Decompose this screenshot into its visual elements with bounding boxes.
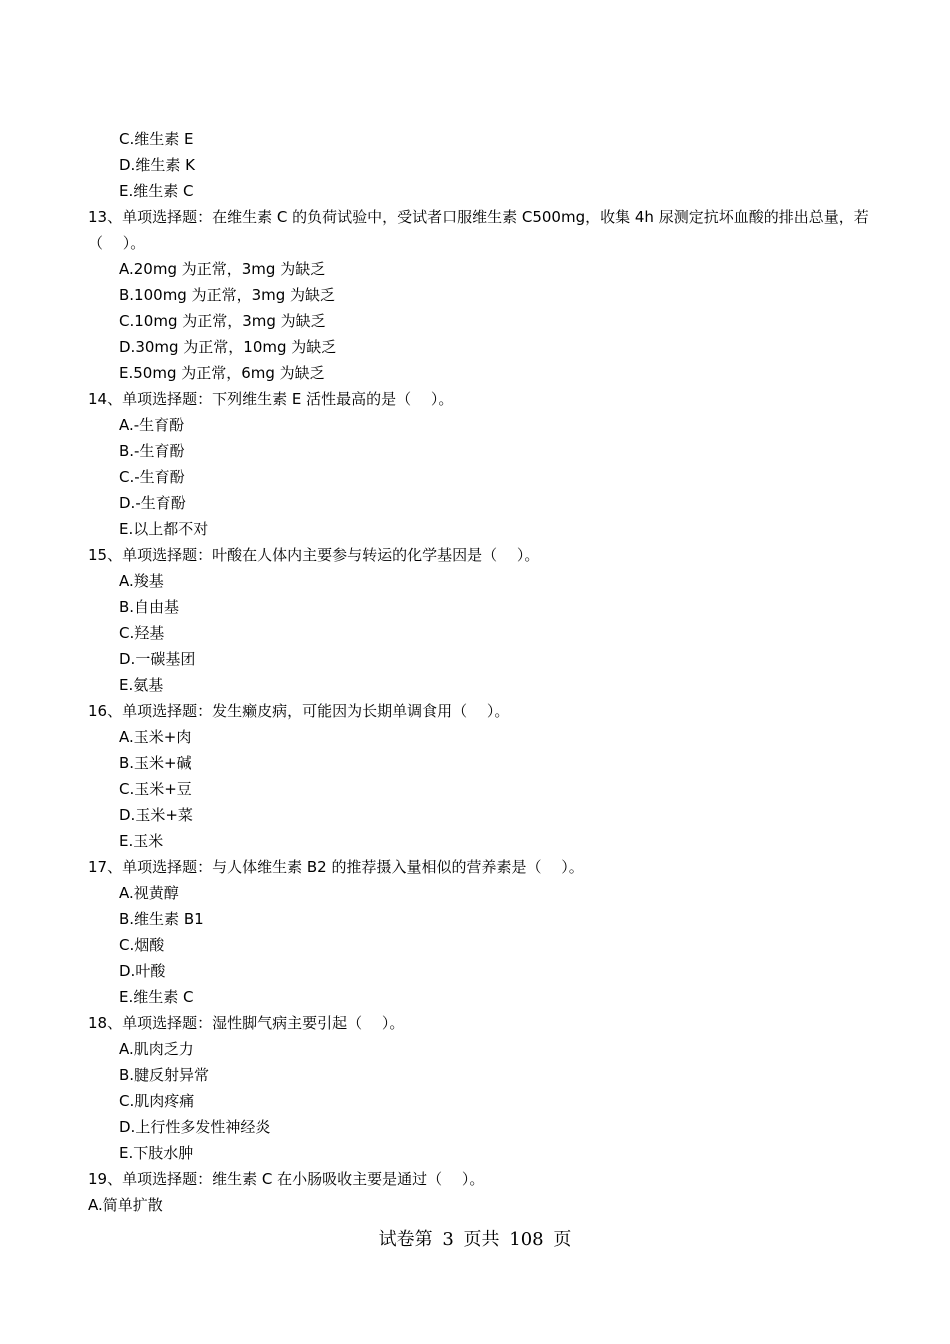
- option-item: C.-生育酚: [119, 468, 185, 486]
- option-item: A.简单扩散: [88, 1196, 163, 1214]
- option-item: A.玉米+肉: [119, 728, 192, 746]
- option-item: C.肌肉疼痛: [119, 1092, 195, 1110]
- option-item: D.30mg 为正常，10mg 为缺乏: [119, 338, 337, 356]
- question-18-text: 18、单项选择题：湿性脚气病主要引起（ ）。: [88, 1014, 405, 1032]
- option-item: B.腱反射异常: [119, 1066, 210, 1084]
- question-14-text: 14、单项选择题：下列维生素 E 活性最高的是（ ）。: [88, 390, 454, 408]
- option-item: C.烟酸: [119, 936, 165, 954]
- option-item: C.维生素 E: [119, 130, 194, 148]
- option-item: E.下肢水肿: [119, 1144, 194, 1162]
- option-item: A.20mg 为正常，3mg 为缺乏: [119, 260, 326, 278]
- question-list: [88, 126, 878, 1218]
- option-item: E.维生素 C: [119, 988, 194, 1006]
- option-item: B.-生育酚: [119, 442, 185, 460]
- option-item: A.视黄醇: [119, 884, 179, 902]
- option-item: E.以上都不对: [119, 520, 209, 538]
- option-item: C.10mg 为正常，3mg 为缺乏: [119, 312, 326, 330]
- option-item: D.玉米+菜: [119, 806, 193, 824]
- option-item: C.羟基: [119, 624, 165, 642]
- question-15-text: 15、单项选择题：叶酸在人体内主要参与转运的化学基因是（ ）。: [88, 546, 540, 564]
- question-19-text: 19、单项选择题：维生素 C 在小肠吸收主要是通过（ ）。: [88, 1170, 485, 1188]
- question-16-text: 16、单项选择题：发生癞皮病，可能因为长期单调食用（ ）。: [88, 702, 510, 720]
- option-item: A.-生育酚: [119, 416, 185, 434]
- option-item: D.-生育酚: [119, 494, 186, 512]
- option-item: E.玉米: [119, 832, 164, 850]
- option-item: D.叶酸: [119, 962, 166, 980]
- option-item: E.氨基: [119, 676, 164, 694]
- option-item: D.上行性多发性神经炎: [119, 1118, 271, 1136]
- option-item: C.玉米+豆: [119, 780, 192, 798]
- page-footer: 试卷第 3 页共 108 页: [378, 1229, 572, 1250]
- question-17-text: 17、单项选择题：与人体维生素 B2 的推荐摄入量相似的营养素是（ ）。: [88, 858, 584, 876]
- option-item: B.维生素 B1: [119, 910, 204, 928]
- option-item: A.肌肉乏力: [119, 1040, 194, 1058]
- option-item: B.100mg 为正常，3mg 为缺乏: [119, 286, 336, 304]
- option-item: E.50mg 为正常，6mg 为缺乏: [119, 364, 325, 382]
- option-item: D.一碳基团: [119, 650, 196, 668]
- option-item: A.羧基: [119, 572, 164, 590]
- option-item: D.维生素 K: [119, 156, 195, 174]
- option-item: E.维生素 C: [119, 182, 194, 200]
- option-item: B.玉米+碱: [119, 754, 192, 772]
- option-item: B.自由基: [119, 598, 180, 616]
- question-13-text: 13、单项选择题：在维生素 C 的负荷试验中，受试者口服维生素 C500mg，收集 4h 尿测定抗坏血酸的排出总量，若（ ）。: [88, 208, 869, 252]
